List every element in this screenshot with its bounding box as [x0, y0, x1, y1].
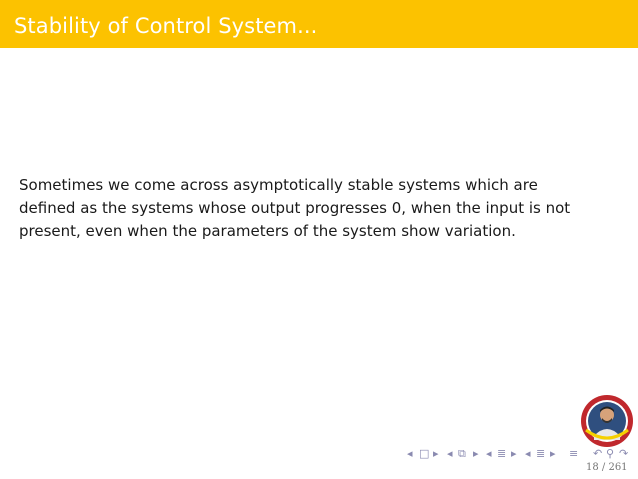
slide-title: Stability of Control System... [14, 14, 318, 38]
subsection-next-button[interactable]: ▸ [473, 447, 479, 460]
subsubsection-next-button[interactable]: ▸ [550, 447, 556, 460]
section-next-button[interactable]: ▸ [511, 447, 517, 460]
institution-logo-icon [580, 394, 634, 448]
page-number: 18 / 261 [586, 462, 628, 473]
section-prev-button[interactable]: ◂ [486, 447, 492, 460]
subsubsection-nav-icon[interactable]: ≣ [536, 447, 546, 460]
subsection-prev-button[interactable]: ◂ [447, 447, 453, 460]
search-icon[interactable]: ⚲ [606, 447, 615, 460]
section-nav-icon[interactable]: ≣ [497, 447, 507, 460]
frame-prev-button[interactable]: ◂ [407, 447, 413, 460]
slide-body [19, 174, 619, 243]
frame-next-button[interactable]: ▸ [433, 447, 439, 460]
title-bar [0, 0, 638, 48]
frame-nav-icon[interactable]: □ [419, 447, 430, 460]
back-icon[interactable]: ↶ [593, 447, 603, 460]
body-line-2: defined as the systems whose output progresses 0, when the input is not [19, 199, 571, 217]
body-line-3: present, even when the parameters of the system show variation. [19, 222, 516, 240]
menu-icon[interactable]: ≡ [569, 447, 579, 460]
subsection-nav-icon[interactable]: ⧉ [458, 447, 466, 460]
body-line-1: Sometimes we come across asymptotically stable systems which are [19, 176, 538, 194]
forward-icon[interactable]: ↷ [619, 447, 629, 460]
subsubsection-prev-button[interactable]: ◂ [525, 447, 531, 460]
